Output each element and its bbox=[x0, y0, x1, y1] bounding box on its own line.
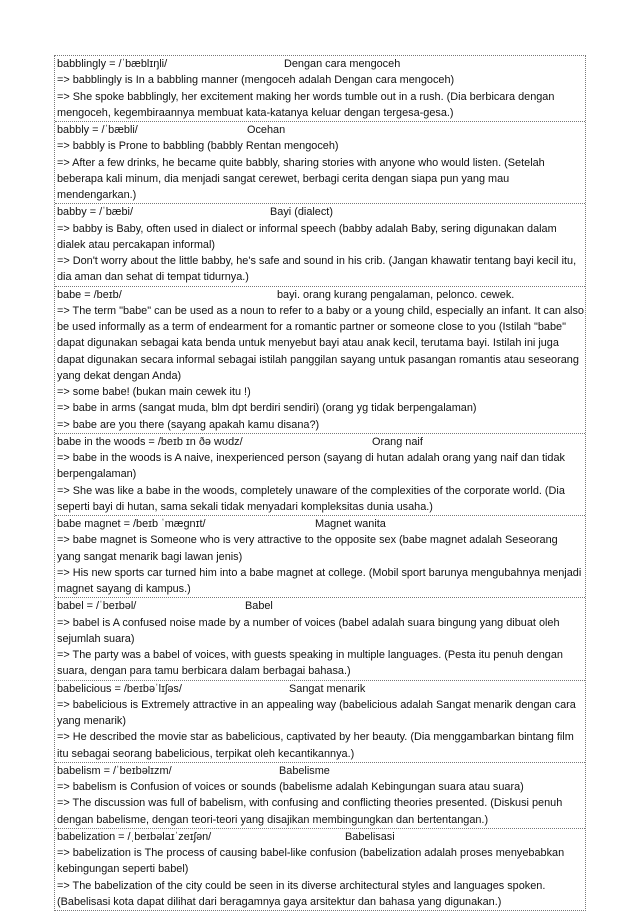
entry-babe-magnet bbox=[55, 516, 585, 598]
entry-definition: => babby is Baby, often used in dialect or informal speech (babby adalah Baby, sering digunakan dalam dialek atau percakapan informal) bbox=[57, 222, 557, 251]
entry-example: => She spoke babblingly, her excitement making her words tumble out in a rush. (Dia berbicara dengan mengoceh, kegembiraannya membuat kata-katanya keluar dengan tergesa-gesa.) bbox=[57, 90, 555, 119]
entry-translation: Orang naif bbox=[372, 435, 423, 448]
entry-term: babe magnet = /beɪb ˈmægnɪt/ bbox=[57, 518, 206, 530]
entry-babelicious bbox=[55, 681, 585, 763]
entry-example: => After a few drinks, he became quite babbly, sharing stories with anyone who would listen. (Setelah beberapa kali minum, dia menjadi sangat cerewet, berbagi cerita dengan siapa pun yang mau mendengarkan.) bbox=[57, 156, 545, 201]
entry-babel bbox=[55, 598, 585, 680]
entry-translation: Sangat menarik bbox=[289, 682, 366, 695]
entry-term: babblingly = /ˈbæblɪŋli/ bbox=[57, 58, 168, 70]
entry-babbly bbox=[55, 122, 585, 204]
entry-definition: => babe magnet is Someone who is very attractive to the opposite sex (babe magnet adalah Seseorang yang sangat menarik bagi lawan jenis) bbox=[57, 534, 558, 563]
entry-example: => babe in arms (sangat muda, blm dpt berdiri sendiri) (orang yg tidak berpengalaman) bbox=[57, 402, 477, 415]
entry-example: => The discussion was full of babelism, with confusing and conflicting theories presented. (Diskusi penuh dengan babelisme, dengan teori-teori yang disajikan membingungkan dan bertentangan.) bbox=[57, 797, 563, 826]
entry-translation: Babelisasi bbox=[345, 830, 395, 843]
entry-babby bbox=[55, 204, 585, 286]
dictionary-table bbox=[54, 55, 586, 911]
entry-term: babe in the woods = /beɪb ɪn ðə wʊdz/ bbox=[57, 435, 243, 448]
entry-term: babbly = /ˈbæbli/ bbox=[57, 124, 138, 136]
entry-example: => some babe! (bukan main cewek itu !) bbox=[57, 386, 251, 398]
entry-term: babelicious = /beɪbəˈlɪʃəs/ bbox=[57, 682, 182, 695]
entry-term: babe = /beɪb/ bbox=[57, 288, 122, 301]
entry-example: => His new sports car turned him into a babe magnet at college. (Mobil sport barunya mengubahnya menjadi magnet sayang di kampus.) bbox=[57, 566, 582, 595]
entry-definition: => babelism is Confusion of voices or sounds (babelisme adalah Kebingungan suara atau suara) bbox=[57, 781, 524, 793]
entry-babe bbox=[55, 287, 585, 434]
entry-example: => The party was a babel of voices, with guests speaking in multiple languages. (Pesta itu penuh dengan suara, dengan para tamu berbicara dalam berbagai bahasa.) bbox=[57, 649, 563, 678]
entry-definition: => babe in the woods is A naive, inexperienced person (sayang di hutan adalah orang yang naif dan tidak berpengalaman) bbox=[57, 452, 565, 481]
entry-translation: Magnet wanita bbox=[315, 518, 386, 530]
entry-example: => He described the movie star as babelicious, captivated by her beauty. (Dia menggambarkan bintang film itu sebagai seorang babelicious, terpikat oleh kecantikannya.) bbox=[57, 731, 574, 760]
entry-definition: => babblingly is In a babbling manner (mengoceh adalah Dengan cara mengoceh) bbox=[57, 74, 455, 87]
entry-translation: Babel bbox=[245, 600, 273, 613]
entry-term: babby = /ˈbæbi/ bbox=[57, 206, 133, 219]
entry-example: => She was like a babe in the woods, completely unaware of the complexities of the corporate world. (Dia seperti bayi di hutan, sama sekali tidak menyadari kompleksitas dunia usaha.) bbox=[57, 484, 565, 513]
entry-babe-in-the-woods bbox=[55, 434, 585, 516]
entry-babblingly bbox=[55, 56, 585, 122]
entry-example: => The babelization of the city could be seen in its diverse architectural styles and languages spoken. (Babelisasi kota dapat dilihat dari beragamnya gaya arsitektur dan bahasa yang digunakan.) bbox=[57, 879, 546, 908]
entry-babelism bbox=[55, 763, 585, 829]
entry-definition: => babelicious is Extremely attractive in an appealing way (babelicious adalah Sangat menarik dengan cara yang menarik) bbox=[57, 698, 576, 727]
entry-babelization bbox=[55, 829, 585, 910]
entry-definition: => babbly is Prone to babbling (babbly Rentan mengoceh) bbox=[57, 140, 339, 153]
entry-translation: Bayi (dialect) bbox=[270, 206, 333, 219]
entry-definition: => babelization is The process of causing babel-like confusion (babelization adalah proses menyebabkan kebingungan seperti babel) bbox=[57, 847, 565, 876]
entry-translation: Dengan cara mengoceh bbox=[284, 58, 401, 70]
entry-translation: Babelisme bbox=[279, 764, 330, 777]
entry-term: babelization = /ˌbeɪbəlaɪˈzeɪʃən/ bbox=[57, 830, 212, 843]
entry-translation: bayi. orang kurang pengalaman, pelonco. cewek. bbox=[277, 288, 515, 301]
entry-example: => babe are you there (sayang apakah kamu disana?) bbox=[57, 418, 320, 431]
entry-definition: => babel is A confused noise made by a number of voices (babel adalah suara bingung yang dibuat oleh sejumlah suara) bbox=[57, 616, 560, 645]
entry-translation: Ocehan bbox=[247, 124, 286, 136]
entry-definition: => The term "babe" can be used as a noun to refer to a baby or a young child, especially an infant. It can also be used informally as a term of endearment for a romantic partner or someone close to you (Istilah "babe" dapat digunakan sebagai kata benda untuk menyebut bayi atau anak kecil, terutama bayi. Istilah ini juga dapat digunakan secara informal sebagai istilah panggilan sayang untuk pasangan romantis atau seseorang yang dekat dengan Anda) bbox=[57, 304, 584, 382]
entry-term: babel = /ˈbeɪbəl/ bbox=[57, 600, 137, 613]
entry-term: babelism = /ˈbeɪbəlɪzm/ bbox=[57, 764, 172, 777]
entry-example: => Don't worry about the little babby, he's safe and sound in his crib. (Jangan khawatir tentang bayi kecil itu, dia aman dan sehat di tempat tidurnya.) bbox=[57, 255, 577, 284]
